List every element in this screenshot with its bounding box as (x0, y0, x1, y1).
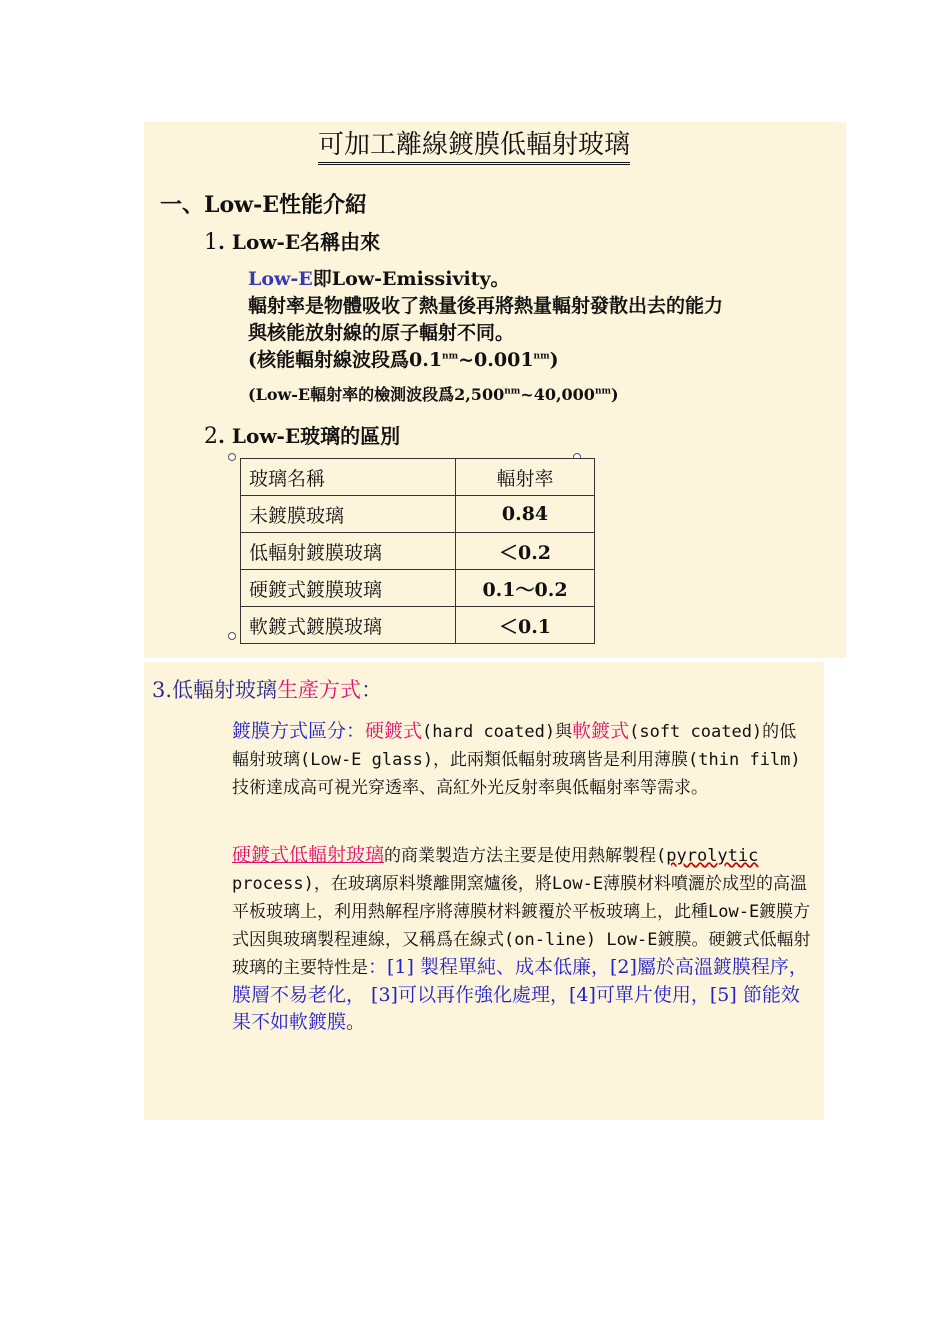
text-span: pyrolytic (666, 846, 759, 866)
paragraph-nuclear-band (248, 347, 559, 373)
unit-sup: nm (504, 386, 521, 397)
text-span: 鍍膜方式區分： (232, 720, 366, 742)
text-span: 硬鍍式 (365, 720, 423, 742)
section-number: 3 (152, 678, 166, 702)
table-header: 玻璃名稱 (241, 459, 456, 496)
unit-sup: nm (533, 351, 550, 362)
section1-heading: 一、Low-E性能介紹 (160, 192, 367, 218)
paragraph-difference: 與核能放射線的原子輻射不同。 (248, 322, 515, 344)
text-span: ~40,000 (520, 385, 595, 404)
text-span: 生產方式 (277, 678, 362, 702)
text-span: 的商業製造方法主要是使用熱解製程( (384, 846, 667, 866)
glass-emissivity-table (240, 458, 595, 644)
paragraph-hard-coated (232, 842, 812, 1036)
text-span: ) (549, 349, 559, 371)
text-span: (hard coated)與 (422, 722, 573, 742)
table-cell: 0.1～0.2 (456, 570, 595, 607)
table-cell: 低輻射鍍膜玻璃 (241, 533, 456, 570)
table-cell: 0.84 (456, 496, 595, 533)
page-title: 可加工離線鍍膜低輻射玻璃 (318, 128, 630, 165)
text-span: (Low-E輻射率的檢測波段爲2,500 (248, 385, 505, 404)
table-row (241, 607, 595, 644)
text-span: 。 (346, 1011, 366, 1033)
low-e-definition: 即Low-Emissivity。 (312, 268, 510, 290)
text-span: ) (611, 385, 619, 404)
selection-handle (228, 632, 236, 640)
unit-sup: nm (442, 351, 459, 362)
table-row (241, 533, 595, 570)
table-cell: 硬鍍式鍍膜玻璃 (241, 570, 456, 607)
paragraph-detection-band (248, 382, 619, 408)
selection-handle (228, 453, 236, 461)
text-span: process)，在玻璃原料漿離開窯爐後，將Low-E薄膜材料噴灑於成型的高溫平板玻璃上，利用熱解程序將薄膜材料鍍覆於平板玻璃上，此種Low-E鍍膜方式因與玻璃製程連線，又稱爲在線式(on-line) Low-E鍍膜。硬鍍式低輻射玻璃的主要特性是 (232, 874, 811, 978)
subsection-label: . Low-E名稱由來 (218, 230, 381, 254)
table-cell: ＜0.1 (456, 607, 595, 644)
subsection-number: 2 (204, 424, 218, 449)
text-span: 軟鍍式 (572, 720, 630, 742)
paragraph-emissivity: 輻射率是物體吸收了熱量後再將熱量輻射發散出去的能力 (248, 295, 724, 317)
text-span: ~0.001 (458, 349, 534, 371)
paragraph-low-e (248, 266, 510, 292)
table-header-row (241, 459, 595, 496)
subsection-number: 1 (204, 230, 218, 255)
table-row (241, 496, 595, 533)
text-span: ：[1] 製程單純、成本低廉，[2]屬於高溫鍍膜程序，膜層不易老化， [3]可以再作強化處理，[4]可單片使用，[5] 節能效果不如軟鍍膜 (232, 956, 808, 1033)
section3-heading (152, 676, 382, 704)
table-cell: 未鍍膜玻璃 (241, 496, 456, 533)
text-span: 硬鍍式低輻射玻璃 (232, 844, 385, 866)
text-span: (soft coated)的低輻射玻璃(Low-E glass)，此兩類低輻射玻璃皆是利用薄膜(thin film)技術達成高可視光穿透率、高紅外光反射率與低輻射率等需求。 (232, 722, 801, 798)
low-e-term: Low-E (248, 268, 313, 290)
subsection-glass-difference (204, 422, 400, 451)
text-span: .低輻射玻璃 (165, 678, 278, 702)
paragraph-coating-types (232, 718, 812, 802)
text-span: ： (361, 678, 383, 702)
table-row (241, 570, 595, 607)
unit-sup: nm (594, 386, 612, 397)
subsection-name-origin (204, 228, 380, 257)
table-header: 輻射率 (456, 459, 595, 496)
table-cell: ＜0.2 (456, 533, 595, 570)
subsection-label: . Low-E玻璃的區別 (218, 424, 401, 448)
text-span: (核能輻射線波段爲0.1 (248, 349, 443, 371)
table-cell: 軟鍍式鍍膜玻璃 (241, 607, 456, 644)
